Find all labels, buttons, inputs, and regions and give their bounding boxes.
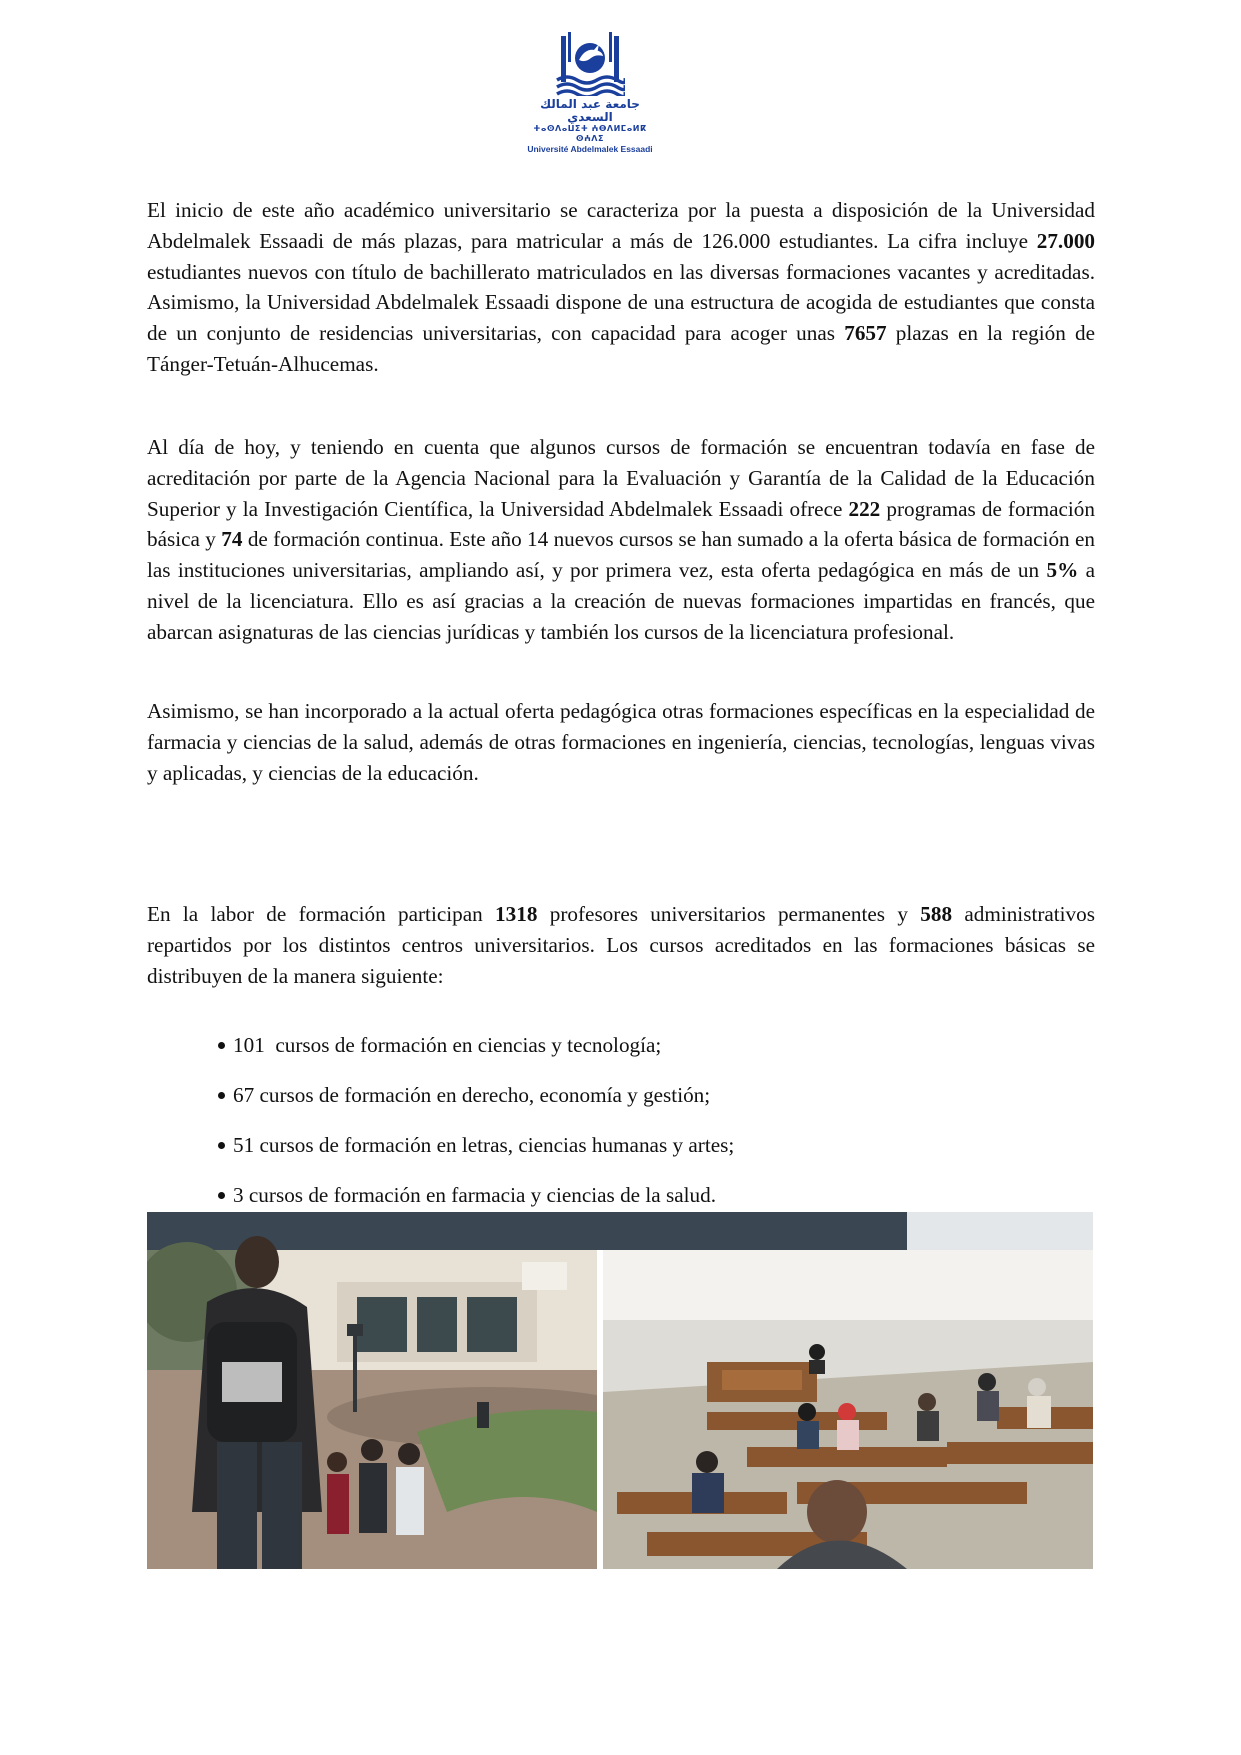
course-distribution-list [218,1030,734,1230]
bullet-icon [218,1042,225,1049]
logo-tifinagh-name: ⵜⴰⵙⴷⴰⵡⵉⵜ ⵄⴱⴷⵍⵎⴰⵍⴽ ⵙⵄⴷⵉ [533,124,647,143]
bullet-icon [218,1192,225,1199]
paragraph-enrollment: El inicio de este año académico universitario se caracteriza por la puesta a disposición de la Universidad Abdelmalek Essaadi de más plazas, para matricular a más de 126.000 estudiantes. La cifra incluye 27.000 estudiantes nuevos con título de bachillerato matriculados en las diversas formaciones vacantes y acreditadas. Asimismo, la Universidad Abdelmalek Essaadi dispone de una estructura de acogida de estudiantes que consta de un conjunto de residencias universitarias, con capacidad para acoger unas 7657 plazas en la región de Tánger-Tetuán-Alhucemas. [147,198,1095,376]
classroom-exam-photo [603,1250,1093,1569]
highlight-professors: 1318 [495,902,538,926]
paragraph-staff: En la labor de formación participan 1318 profesores universitarios permanentes y 588 administrativos repartidos por los distintos centros universitarios. Los cursos acreditados en las formaciones básicas se distribuyen de la manera siguiente: [147,902,1095,988]
campus-courtyard-photo [147,1236,647,1569]
highlight-residence-places: 7657 [844,321,887,346]
paragraph-programs: Al día de hoy, y teniendo en cuenta que algunos cursos de formación se encuentran todavía en fase de acreditación por parte de la Agencia Nacional para la Evaluación y Garantía de la Calidad de la Educación Superior y la Investigación Científica, la Universidad Abdelmalek Essaadi ofrece 222 programas de formación básica y 74 de formación continua. Este año 14 nuevos cursos se han sumado a la oferta básica de formación en las instituciones universitarias, ampliando así, y por primera vez, esta oferta pedagógica en más de un 5% a nivel de la licenciatura. Ello es así gracias a la creación de nuevas formaciones impartidas en francés, que abarcan asignaturas de las ciencias jurídicas y también los cursos de la licenciatura profesional. [147,435,1096,644]
bullet-icon [218,1092,225,1099]
university-logo [520,30,660,154]
list-item: 101 cursos de formación en ciencias y tecnología; [218,1030,734,1080]
highlight-basic-programs: 222 [848,496,881,521]
campus-photo-collage [147,1212,1093,1569]
list-item: 3 cursos de formación en farmacia y ciencias de la salud. [218,1180,734,1230]
paragraph-specific-training: Asimismo, se han incorporado a la actual oferta pedagógica otras formaciones específicas en la especialidad de farmacia y ciencias de la salud, además de otras formaciones en ingeniería, ciencias, tecnologías, lenguas vivas y aplicadas, y ciencias de la educación. [147,699,1095,785]
highlight-new-students: 27.000 [1036,228,1095,253]
logo-french-name: Université Abdelmalek Essaadi [527,144,653,154]
logo-arabic-name: جامعة عبد المالك السعدي [540,97,640,124]
highlight-administrative: 588 [920,902,953,926]
highlight-continuing-programs: 74 [221,527,243,552]
list-item: 51 cursos de formación en letras, ciencias humanas y artes; [218,1130,734,1180]
university-emblem-icon [555,30,625,96]
list-item: 67 cursos de formación en derecho, economía y gestión; [218,1080,734,1130]
highlight-percentage: 5% [1046,558,1079,583]
bullet-icon [218,1142,225,1149]
